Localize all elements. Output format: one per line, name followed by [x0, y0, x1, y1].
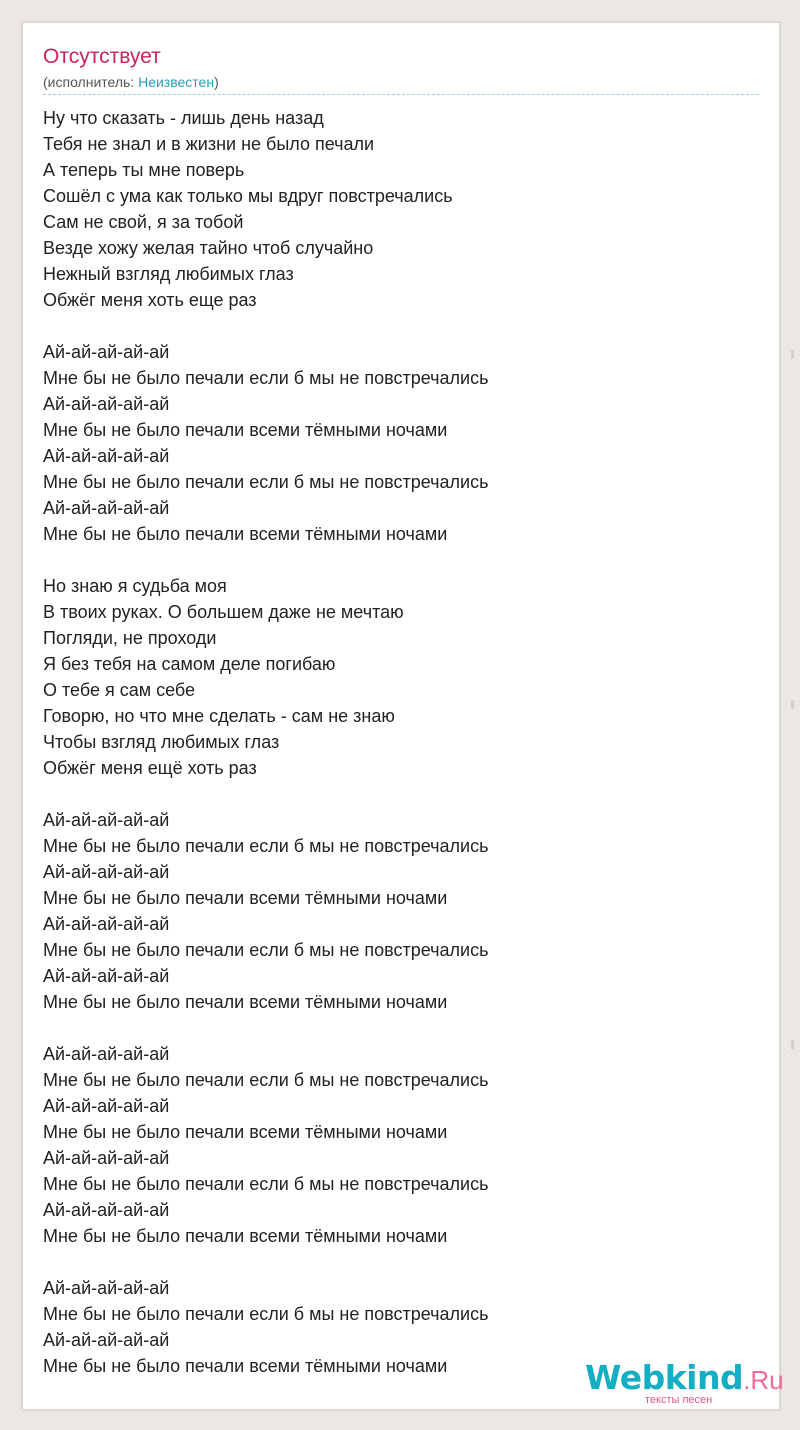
- lyric-line: Сошёл с ума как только мы вдруг повстречались: [43, 186, 453, 206]
- lyric-line: Мне бы не было печали всеми тёмными ночами: [43, 1122, 448, 1142]
- lyric-line: Ай-ай-ай-ай-ай: [43, 914, 170, 934]
- lyric-line: Ай-ай-ай-ай-ай: [43, 1200, 170, 1220]
- lyrics-stanza: [43, 1041, 759, 1249]
- lyric-line: Ай-ай-ай-ай-ай: [43, 1096, 170, 1116]
- logo-main-text: Webkind: [585, 1358, 744, 1397]
- artist-link[interactable]: Неизвестен: [138, 74, 215, 90]
- song-title: Отсутствует: [43, 45, 161, 68]
- lyric-line: Ай-ай-ай-ай-ай: [43, 1044, 170, 1064]
- lyrics-stanza: [43, 573, 759, 781]
- lyric-line: Ай-ай-ай-ай-ай: [43, 1330, 170, 1350]
- lyric-line: А теперь ты мне поверь: [43, 160, 245, 180]
- lyric-line: Мне бы не было печали если б мы не повстречались: [43, 1174, 489, 1194]
- logo-tagline: тексты песен: [645, 1394, 713, 1406]
- lyric-line: В твоих руках. О большем даже не мечтаю: [43, 602, 404, 622]
- lyric-line: Мне бы не было печали всеми тёмными ночами: [43, 888, 448, 908]
- lyric-line: Тебя не знал и в жизни не было печали: [43, 134, 375, 154]
- scroll-indicator-mark: [791, 1040, 794, 1049]
- logo-tld-text: .Ru: [743, 1365, 784, 1395]
- scroll-indicator-mark: [791, 700, 794, 709]
- lyric-line: Говорю, но что мне сделать - сам не знаю: [43, 706, 395, 726]
- lyric-line: Ай-ай-ай-ай-ай: [43, 342, 170, 362]
- lyric-line: Погляди, не проходи: [43, 628, 217, 648]
- lyric-line: Обжёг меня ещё хоть раз: [43, 758, 257, 778]
- lyric-line: Сам не свой, я за тобой: [43, 212, 244, 232]
- lyric-line: Ай-ай-ай-ай-ай: [43, 498, 170, 518]
- lyric-line: Ай-ай-ай-ай-ай: [43, 446, 170, 466]
- lyric-line: Ай-ай-ай-ай-ай: [43, 966, 170, 986]
- lyrics-card: [22, 22, 784, 1410]
- lyric-line: Ай-ай-ай-ай-ай: [43, 1278, 170, 1298]
- lyric-line: Мне бы не было печали всеми тёмными ночами: [43, 992, 448, 1012]
- lyric-line: Обжёг меня хоть еще раз: [43, 290, 257, 310]
- lyrics-stanza: [43, 105, 759, 313]
- scroll-indicator-mark: [791, 350, 794, 359]
- lyric-line: О тебе я сам себе: [43, 680, 196, 700]
- lyric-line: Ай-ай-ай-ай-ай: [43, 394, 170, 414]
- artist-line: [43, 73, 219, 91]
- lyric-line: Мне бы не было печали всеми тёмными ночами: [43, 1226, 448, 1246]
- lyric-line: Мне бы не было печали если б мы не повстречались: [43, 1304, 489, 1324]
- lyric-line: Ай-ай-ай-ай-ай: [43, 1148, 170, 1168]
- lyric-line: Мне бы не было печали если б мы не повстречались: [43, 368, 489, 388]
- lyric-line: Мне бы не было печали всеми тёмными ночами: [43, 524, 448, 544]
- lyric-line: Везде хожу желая тайно чтоб случайно: [43, 238, 374, 258]
- title-divider: [43, 94, 759, 95]
- lyric-line: Ай-ай-ай-ай-ай: [43, 810, 170, 830]
- lyrics-stanza: [43, 339, 759, 547]
- lyric-line: Мне бы не было печали если б мы не повстречались: [43, 472, 489, 492]
- lyrics-stanza: [43, 807, 759, 1015]
- lyric-line: Мне бы не было печали если б мы не повстречались: [43, 1070, 489, 1090]
- lyric-line: Я без тебя на самом деле погибаю: [43, 654, 336, 674]
- lyric-line: Мне бы не было печали если б мы не повстречались: [43, 940, 489, 960]
- lyric-line: Ну что сказать - лишь день назад: [43, 108, 324, 128]
- lyric-line: Мне бы не было печали всеми тёмными ночами: [43, 420, 448, 440]
- lyric-line: Чтобы взгляд любимых глаз: [43, 732, 280, 752]
- lyrics-body: [43, 105, 759, 1405]
- lyric-line: Мне бы не было печали если б мы не повстречались: [43, 836, 489, 856]
- artist-suffix: ): [214, 74, 219, 90]
- lyric-line: Ай-ай-ай-ай-ай: [43, 862, 170, 882]
- webkind-logo[interactable]: [585, 1358, 784, 1408]
- lyric-line: Мне бы не было печали всеми тёмными ночами: [43, 1356, 448, 1376]
- lyric-line: Нежный взгляд любимых глаз: [43, 264, 294, 284]
- lyric-line: Но знаю я судьба моя: [43, 576, 227, 596]
- artist-prefix: (исполнитель:: [43, 74, 139, 90]
